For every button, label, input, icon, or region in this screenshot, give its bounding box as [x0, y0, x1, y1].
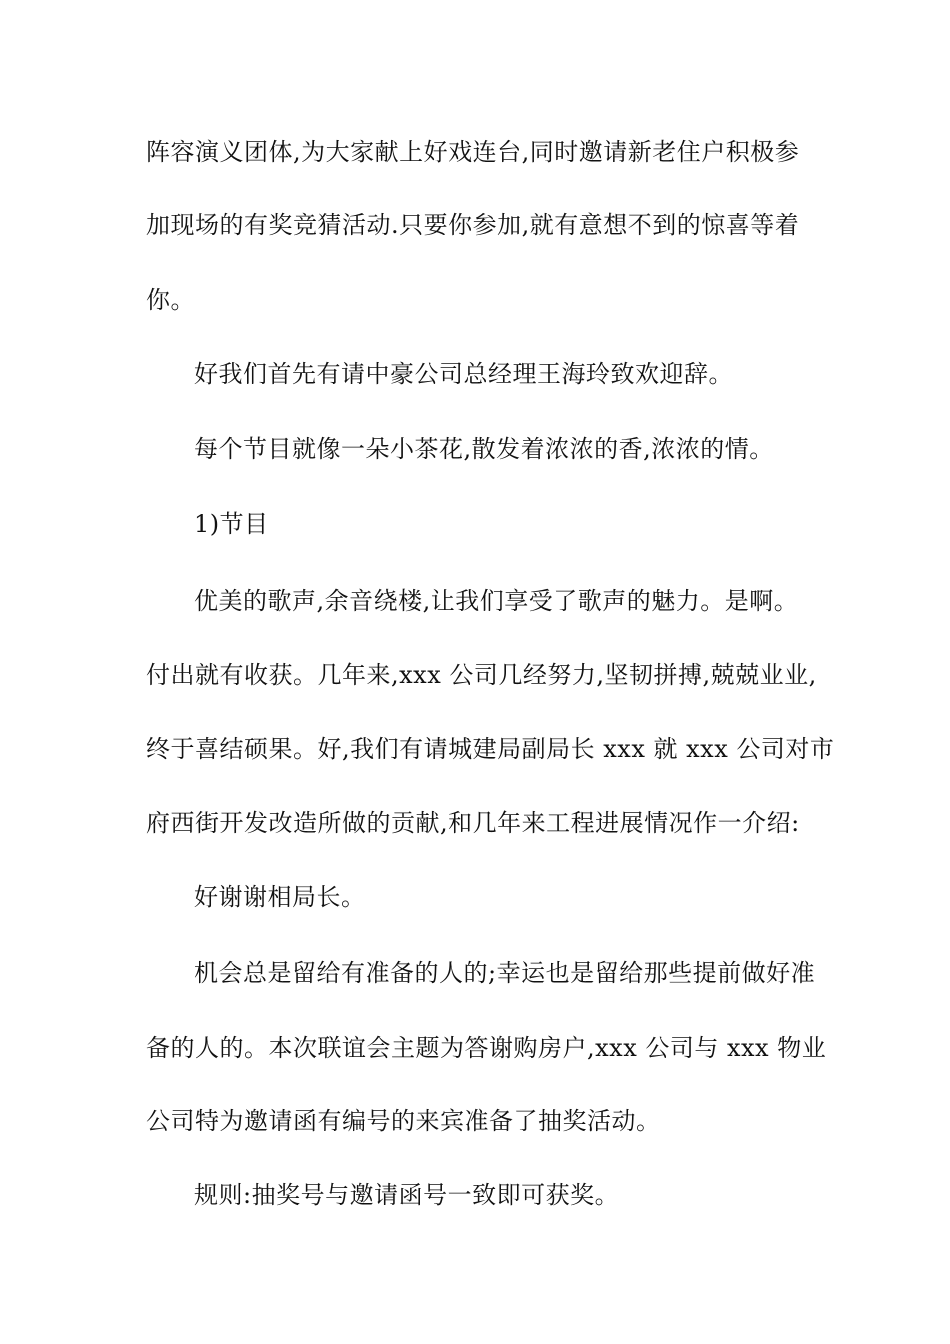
text-line: 备的人的。本次联谊会主题为答谢购房户,xxx 公司与 xxx 物业: [146, 1034, 827, 1062]
text-line: 你。: [146, 286, 195, 314]
text-line: 好我们首先有请中豪公司总经理王海玲致欢迎辞。: [194, 360, 733, 388]
text-line: 加现场的有奖竞猜活动.只要你参加,就有意想不到的惊喜等着: [146, 211, 800, 239]
text-line: 规则:抽奖号与邀请函号一致即可获奖。: [194, 1181, 620, 1209]
section-heading: 1)节目: [194, 510, 269, 538]
text-line: 好谢谢相局长。: [194, 883, 366, 911]
text-line: 付出就有收获。几年来,xxx 公司几经努力,坚韧拼搏,兢兢业业,: [146, 661, 817, 689]
text-line: 阵容演义团体,为大家献上好戏连台,同时邀请新老住户积极参: [146, 138, 800, 166]
text-line: 每个节目就像一朵小茶花,散发着浓浓的香,浓浓的情。: [194, 435, 774, 463]
text-line: 府西街开发改造所做的贡献,和几年来工程进展情况作一介绍:: [146, 809, 800, 837]
text-line: 公司特为邀请函有编号的来宾准备了抽奖活动。: [146, 1107, 661, 1135]
text-line: 优美的歌声,余音绕楼,让我们享受了歌声的魅力。是啊。: [194, 587, 799, 615]
text-line: 机会总是留给有准备的人的;幸运也是留给那些提前做好准: [194, 959, 816, 987]
text-line: 终于喜结硕果。好,我们有请城建局副局长 xxx 就 xxx 公司对市: [146, 735, 835, 763]
